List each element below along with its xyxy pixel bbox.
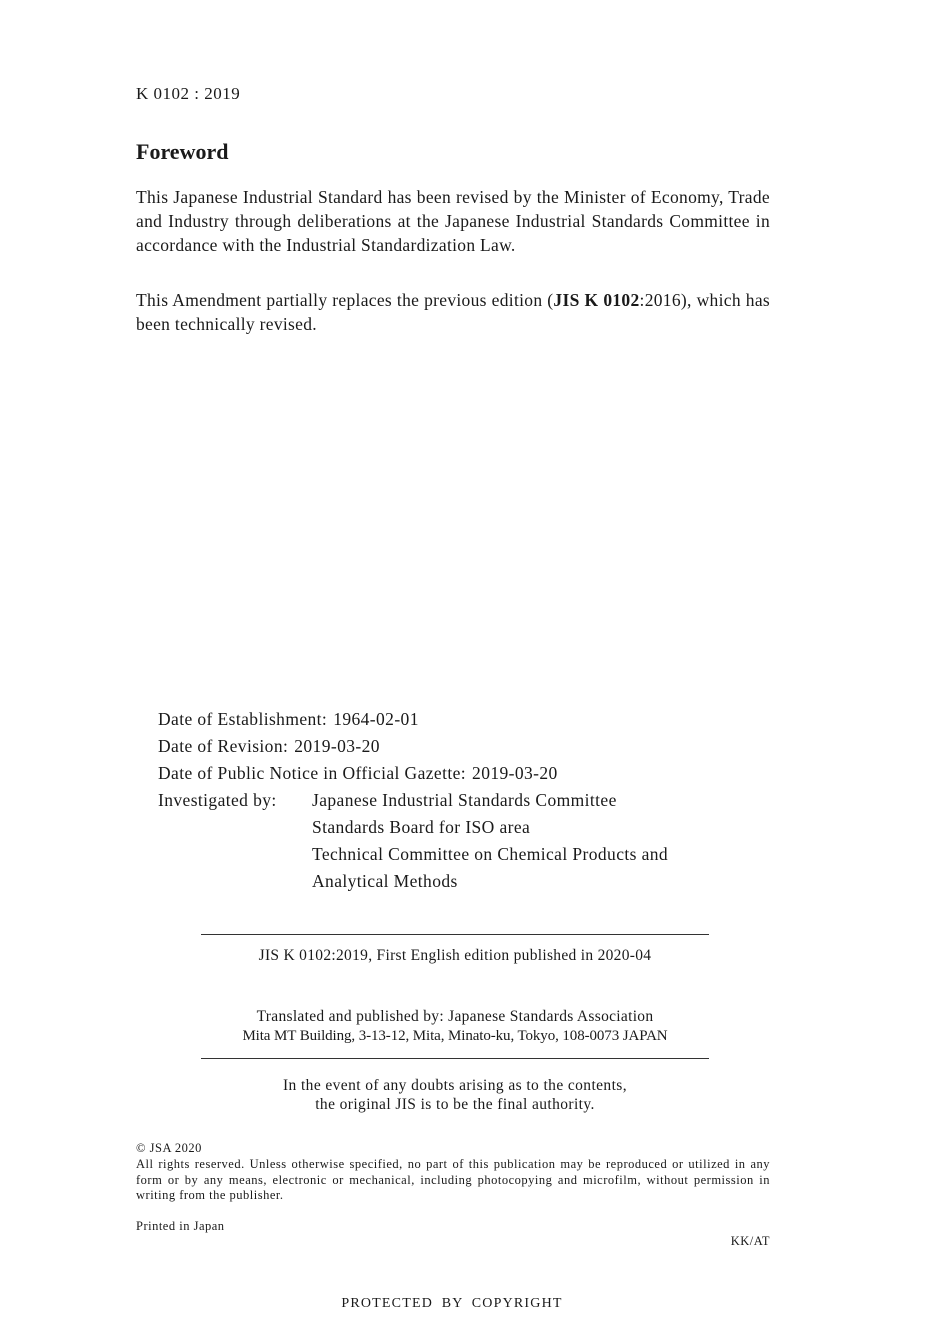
previous-edition-ref: JIS K 0102 <box>553 290 640 310</box>
investigator-line: Standards Board for ISO area <box>312 817 531 837</box>
establishment-label: Date of Establishment: <box>158 709 328 729</box>
gazette-value: 2019-03-20 <box>472 763 558 783</box>
investigated-by-label: Investigated by: <box>158 790 277 810</box>
establishment-value: 1964-02-01 <box>333 709 419 729</box>
copyright-notice: © JSA 2020 <box>136 1141 202 1155</box>
divider-bottom <box>201 1058 709 1059</box>
revision-value: 2019-03-20 <box>294 736 380 756</box>
para2-suffix: :2016), which has been technically revised. <box>136 290 771 334</box>
foreword-heading: Foreword <box>136 139 229 164</box>
translated-by-line: Translated and published by: Japanese Standards Association <box>256 1008 654 1025</box>
edition-line: JIS K 0102:2019, First English edition published in 2020-04 <box>258 947 652 964</box>
rights-statement: All rights reserved. Unless otherwise specified, no part of this publication may be reproduced or utilized in any form or by any means, electronic or mechanical, including photocopying and microfilm, without permission in writing from the publisher. <box>136 1157 770 1202</box>
revision-label: Date of Revision: <box>158 736 289 756</box>
authority-note-line-2: the original JIS is to be the final authority. <box>315 1096 595 1113</box>
document-id: K 0102 : 2019 <box>136 84 241 103</box>
para2-prefix: This Amendment partially replaces the previous edition ( <box>136 290 554 310</box>
foreword-paragraph-2 <box>136 288 770 336</box>
date-of-revision <box>158 736 380 757</box>
investigator-line: Technical Committee on Chemical Products and <box>312 844 669 864</box>
foreword-paragraph-1: This Japanese Industrial Standard has been revised by the Minister of Economy, Trade and Industry through deliberations at the Japanese Industrial Standards Committee in accordance with the Industrial Standardization Law. <box>136 187 770 255</box>
investigator-line: Analytical Methods <box>312 871 458 891</box>
publisher-address: Mita MT Building, 3-13-12, Mita, Minato-ku, Tokyo, 108-0073 JAPAN <box>242 1028 668 1044</box>
date-of-public-notice <box>158 763 558 784</box>
production-code: KK/AT <box>730 1234 770 1248</box>
authority-note-line-1: In the event of any doubts arising as to the contents, <box>282 1077 627 1094</box>
gazette-label: Date of Public Notice in Official Gazette: <box>158 763 467 783</box>
protected-by-copyright: PROTECTED BY COPYRIGHT <box>341 1296 563 1311</box>
investigator-line: Japanese Industrial Standards Committee <box>312 790 617 810</box>
date-of-establishment <box>158 709 419 730</box>
printed-in: Printed in Japan <box>136 1219 225 1233</box>
divider-top <box>201 934 709 935</box>
